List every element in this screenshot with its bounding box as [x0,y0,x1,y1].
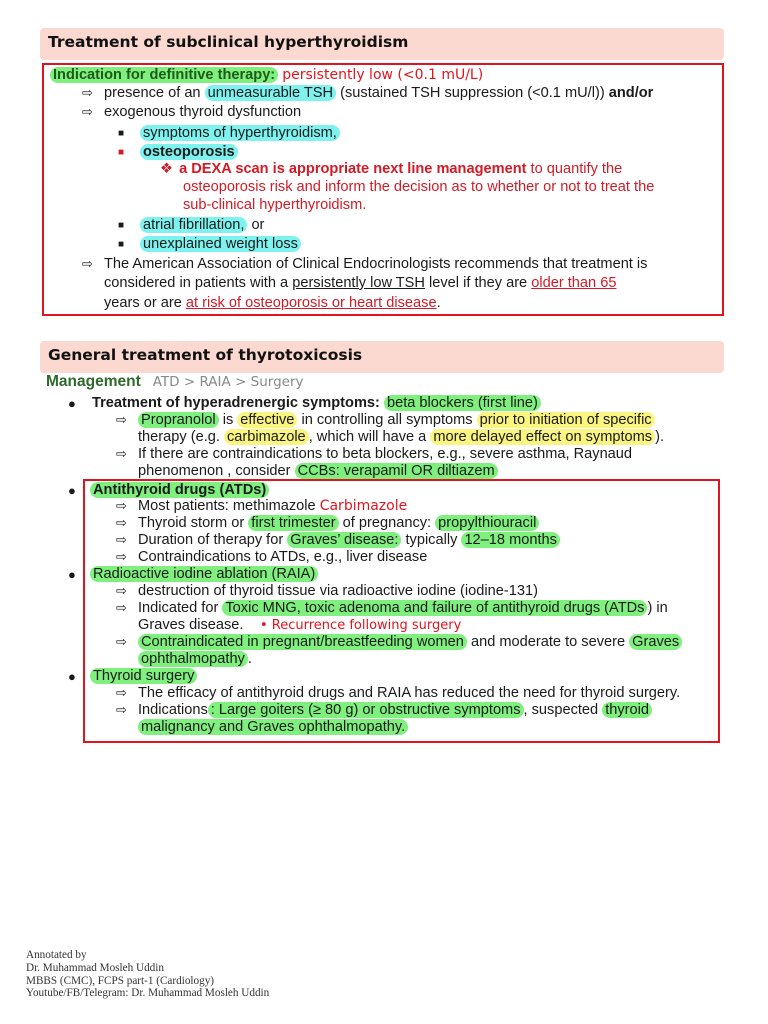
list-item: ⇨ The American Association of Clinical Endocrinologists recommends that treatment is [82,256,648,272]
arrow-icon: ⇨ [82,86,93,101]
square-bullet-icon: ■ [118,220,125,231]
list-item: ■ osteoporosis [118,143,238,162]
list-item: therapy (e.g. carbimazole , which will have a more delayed effect on symptoms ). [138,429,665,445]
footer-line: Dr. Muhammad Mosleh Uddin [26,961,164,974]
list-item: ⇨ destruction of thyroid tissue via radioactive iodine (iodine-131) [116,583,538,599]
list-item: years or are at risk of osteoporosis or heart disease. [104,295,441,311]
footer-line: MBBS (CMC), FCPS part-1 (Cardiology) [26,974,215,987]
bullet-icon: ● [68,483,76,498]
indication-line [50,66,483,84]
bullet-icon: ● [68,567,76,582]
dexa-line: osteoporosis risk and inform the decision as to whether or not to treat the [183,179,655,195]
indication-label: Indication for definitive therapy: [50,67,278,83]
list-item: considered in patients with a persistently low TSH level if they are older than 65 [104,275,617,291]
arrow-icon: ⇨ [116,686,127,701]
handwritten-note: Carbimazole [319,498,408,514]
arrow-icon: ⇨ [116,533,127,548]
list-item: ⇨ Contraindications to ATDs, e.g., liver disease [116,549,428,565]
list-item: malignancy and Graves ophthalmopathy. [138,718,408,736]
list-item: ⇨ Contraindicated in pregnant/breastfeeding women and moderate to severe Graves [116,633,682,652]
list-item: Antithyroid drugs (ATDs) [90,481,269,499]
list-item: ⇨ The efficacy of antithyroid drugs and RAIA has reduced the need for thyroid surgery. [116,685,681,701]
list-item: Radioactive iodine ablation (RAIA) [90,565,318,583]
arrow-icon: ⇨ [82,257,93,272]
management-steps: ATD > RAIA > Surgery [152,374,304,390]
list-item: phenomenon , consider CCBs: verapamil OR diltiazem [138,462,498,480]
footer-line: Youtube/FB/Telegram: Dr. Muhammad Mosleh Uddin [26,987,270,1000]
list-item: ⇨ If there are contraindications to beta blockers, e.g., severe asthma, Raynaud [116,446,633,462]
handwritten-note: persistently low (<0.1 mU/L) [282,67,484,83]
list-item: ■ atrial fibrillation, or [118,217,265,233]
section-title: Treatment of subclinical hyperthyroidism [48,33,409,51]
arrow-icon: ⇨ [116,516,127,531]
list-item: Thyroid surgery [90,667,197,685]
list-item: ⇨ presence of an unmeasurable TSH (sustained TSH suppression (<0.1 mU/l)) and/or [82,85,654,101]
arrow-icon: ⇨ [116,601,127,616]
annotation-footer [26,949,269,1000]
bullet-icon: ● [68,669,76,684]
list-item: ⇨ Propranolol is effective in controlling all symptoms prior to initiation of specific [116,411,655,430]
list-item: Graves disease. [138,617,244,633]
list-item: Treatment of hyperadrenergic symptoms: beta blockers (first line) [92,394,541,412]
square-bullet-icon: ■ [118,147,125,158]
list-item: ⇨ Indicated for Toxic MNG, toxic adenoma and failure of antithyroid drugs (ATDs ) in [116,600,668,616]
arrow-icon: ⇨ [116,584,127,599]
square-bullet-icon: ■ [118,128,125,139]
arrow-icon: ⇨ [116,703,127,718]
list-item: ⇨ Thyroid storm or first trimester of pregnancy: propylthiouracil [116,514,539,533]
section-title: General treatment of thyrotoxicosis [48,346,363,364]
footer-line: Annotated by [26,949,87,961]
arrow-icon: ⇨ [116,635,127,650]
management-heading: Management ATD > RAIA > Surgery [46,373,304,390]
list-item: ⇨ exogenous thyroid dysfunction [82,104,302,120]
arrow-icon: ⇨ [116,447,127,462]
arrow-icon: ⇨ [116,499,127,514]
arrow-icon: ⇨ [82,105,93,120]
list-item: ■ unexplained weight loss [118,235,301,254]
list-item: ■ symptoms of hyperthyroidism, [118,124,340,143]
list-item: ophthalmopathy . [138,650,252,668]
section-title-banner [40,28,724,60]
list-item: ⇨ Indications : Large goiters (≥ 80 g) or obstructive symptoms , suspected thyroid [116,701,652,720]
section-title-banner [40,341,724,373]
bullet-icon: ● [68,396,76,411]
list-item: ⇨ Most patients: methimazole Carbimazole [116,498,408,514]
square-bullet-icon: ■ [118,239,125,250]
list-item: ⇨ Duration of therapy for Graves’ disease: typically 12–18 months [116,531,560,550]
handwritten-note: • Recurrence following surgery [260,618,462,633]
arrow-icon: ⇨ [116,550,127,565]
dexa-line: sub-clinical hyperthyroidism. [183,197,367,213]
dexa-line: ❖ a DEXA scan is appropriate next line management to quantify the [160,161,623,177]
arrow-icon: ⇨ [116,413,127,428]
diamond-icon: ❖ [160,161,174,177]
